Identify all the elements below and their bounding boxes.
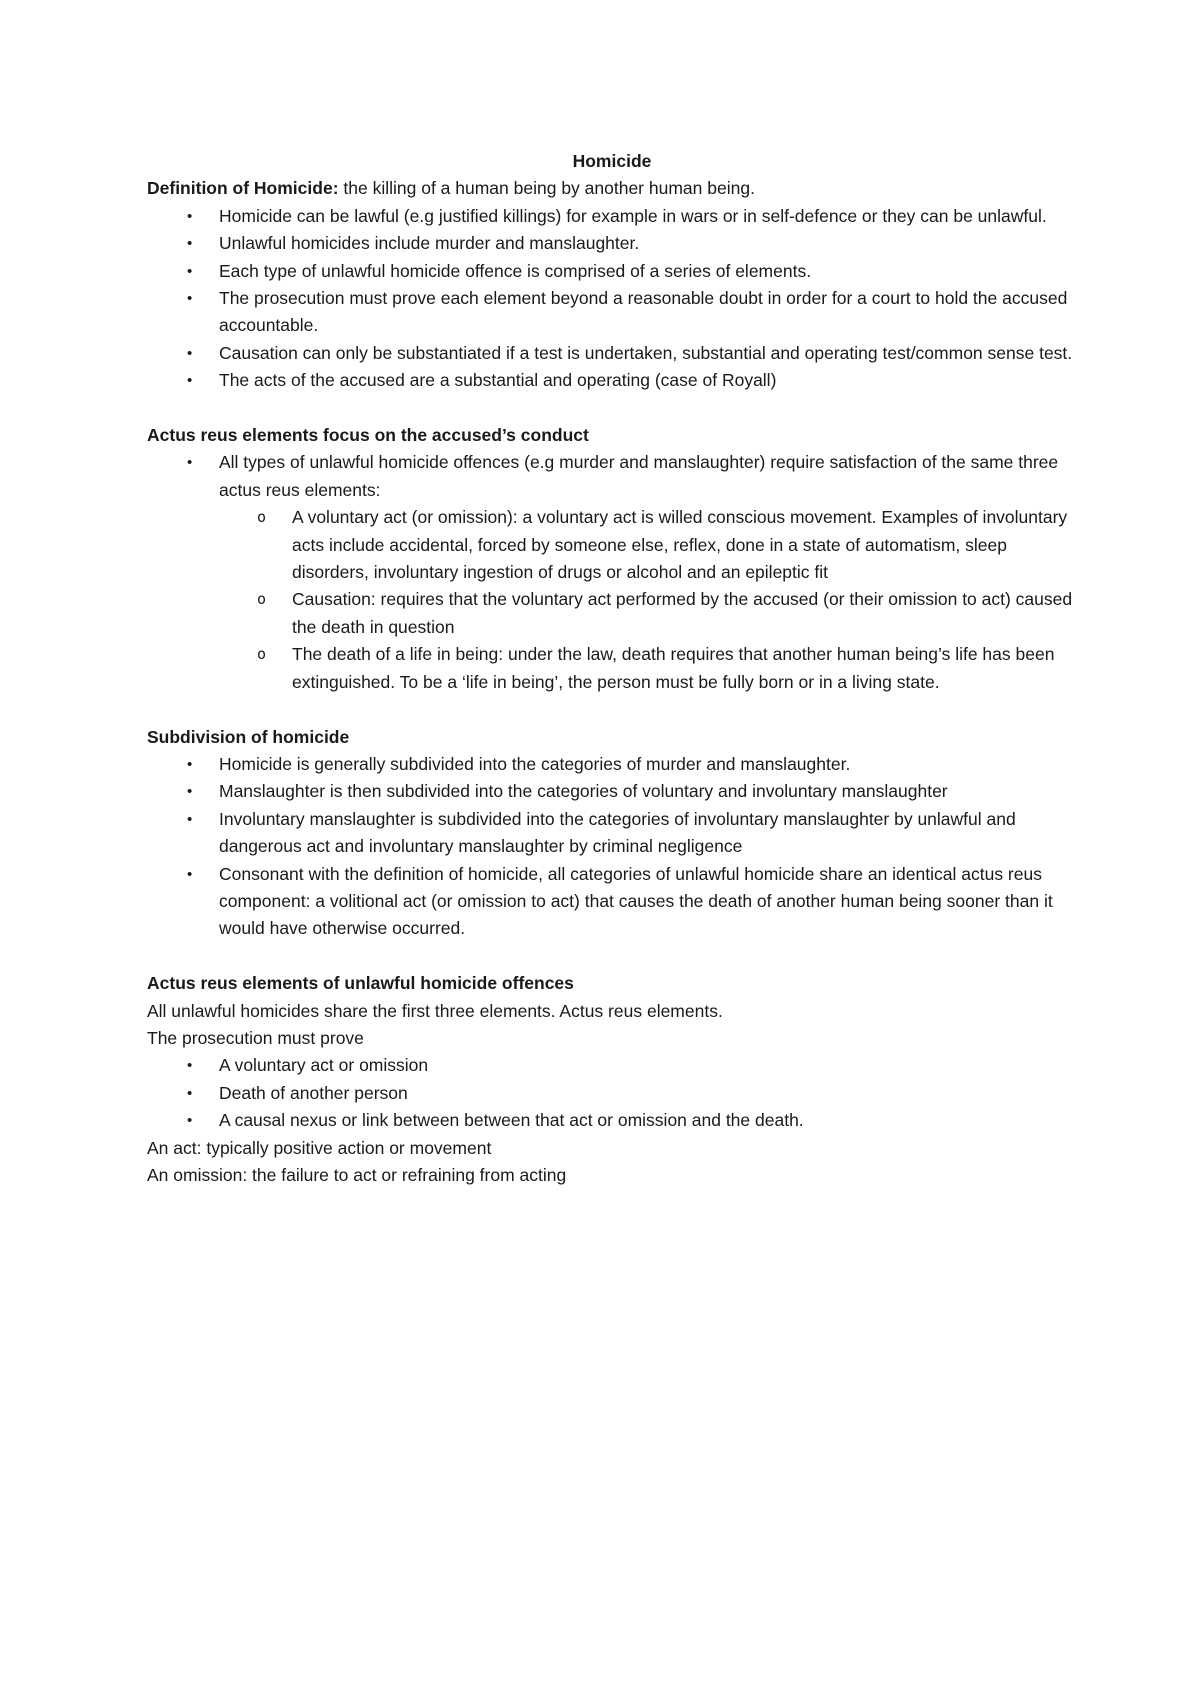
sub-list-item	[147, 504, 1077, 586]
section-heading-actus-conduct: Actus reus elements focus on the accused’s conduct	[147, 425, 589, 446]
bullet-marker: •	[187, 1084, 193, 1102]
sub-list-item	[147, 641, 1077, 696]
spacer	[147, 395, 1077, 422]
list-item-text: Causation can only be substantiated if a test is undertaken, substantial and operating test/common sense test.	[219, 342, 1073, 363]
list-item-text: Consonant with the definition of homicide, all categories of unlawful homicide share an identical actus reus component: a volitional act (or omission to act) that causes the death of another human being sooner than it would have otherwise occurred.	[219, 863, 1053, 939]
list-item	[147, 258, 1077, 285]
list-item-text: The prosecution must prove each element beyond a reasonable doubt in order for a court to hold the accused accountable.	[219, 288, 1068, 336]
actus-conduct-sub-list	[219, 504, 1077, 696]
list-item	[147, 1080, 1077, 1107]
document-page	[147, 148, 1077, 1189]
sub-list-item-text: The death of a life in being: under the law, death requires that another human being’s life has been extinguished. To be a ‘life in being’, the person must be fully born or in a living state.	[292, 644, 1055, 692]
list-item	[147, 367, 1077, 394]
bullet-marker: •	[187, 207, 193, 225]
bullet-marker: •	[187, 235, 193, 253]
bullet-marker: •	[187, 290, 193, 308]
list-item-text: Death of another person	[219, 1082, 408, 1103]
sub-bullet-marker: o	[257, 590, 267, 609]
list-item-text: Homicide can be lawful (e.g justified killings) for example in wars or in self-defence or they can be unlawful.	[219, 205, 1047, 226]
paragraph: An act: typically positive action or movement	[147, 1137, 492, 1158]
list-item	[147, 230, 1077, 257]
sub-list-item-text: A voluntary act (or omission): a voluntary act is willed conscious movement. Examples of involuntary acts include accidental, forced by someone else, reflex, done in a state of automatism, sleep disorders, involuntary ingestion of drugs or alcohol and an epileptic fit	[292, 507, 1068, 583]
actus-conduct-bullet-list	[147, 449, 1077, 696]
list-item-text: All types of unlawful homicide offences (e.g murder and manslaughter) require satisfaction of the same three actus reus elements:	[219, 452, 1059, 500]
bullet-marker: •	[187, 344, 193, 362]
bullet-marker: •	[187, 865, 193, 883]
definition-bullet-list	[147, 203, 1077, 395]
bullet-marker: •	[187, 262, 193, 280]
list-item-text: Each type of unlawful homicide offence is comprised of a series of elements.	[219, 260, 812, 281]
list-item-text: Manslaughter is then subdivided into the categories of voluntary and involuntary manslaughter	[219, 781, 948, 802]
sub-bullet-marker: o	[257, 645, 267, 664]
definition-text: the killing of a human being by another human being.	[338, 178, 755, 199]
bullet-marker: •	[187, 1112, 193, 1130]
list-item-text: Involuntary manslaughter is subdivided into the categories of involuntary manslaughter by unlawful and dangerous act and involuntary manslaughter by criminal negligence	[219, 808, 1016, 857]
bullet-marker: •	[187, 755, 193, 773]
list-item	[147, 203, 1077, 230]
bullet-marker: •	[187, 810, 193, 828]
sub-list-item-text: Causation: requires that the voluntary act performed by the accused (or their omission to act) caused the death in question	[292, 589, 1073, 637]
bullet-marker: •	[187, 454, 193, 472]
list-item	[147, 806, 1077, 861]
section-heading-actus-offences: Actus reus elements of unlawful homicide offences	[147, 973, 574, 994]
definition-label: Definition of Homicide:	[147, 178, 339, 199]
list-item-text: A voluntary act or omission	[219, 1055, 429, 1076]
paragraph: An omission: the failure to act or refraining from acting	[147, 1164, 567, 1185]
sub-bullet-marker: o	[257, 508, 267, 527]
document-title: Homicide	[572, 151, 652, 171]
list-item	[147, 751, 1077, 778]
definition-paragraph	[147, 175, 1077, 202]
sub-list-item	[147, 586, 1077, 641]
spacer	[147, 943, 1077, 970]
spacer	[147, 696, 1077, 723]
list-item	[147, 285, 1077, 340]
list-item	[147, 340, 1077, 367]
subdivision-bullet-list	[147, 751, 1077, 943]
bullet-marker: •	[187, 783, 193, 801]
list-item-text: A causal nexus or link between between that act or omission and the death.	[219, 1110, 804, 1131]
list-item	[147, 449, 1077, 696]
list-item-text: Unlawful homicides include murder and manslaughter.	[219, 233, 640, 254]
list-item	[147, 861, 1077, 943]
bullet-marker: •	[187, 1057, 193, 1075]
bullet-marker: •	[187, 372, 193, 390]
list-item	[147, 1107, 1077, 1134]
actus-offences-bullet-list	[147, 1052, 1077, 1134]
paragraph: The prosecution must prove	[147, 1027, 364, 1048]
section-heading-subdivision: Subdivision of homicide	[147, 726, 350, 747]
list-item-text: The acts of the accused are a substantial and operating (case of Royall)	[219, 370, 777, 391]
list-item-text: Homicide is generally subdivided into the categories of murder and manslaughter.	[219, 753, 851, 774]
paragraph: All unlawful homicides share the first three elements. Actus reus elements.	[147, 1000, 723, 1021]
list-item	[147, 1052, 1077, 1079]
list-item	[147, 778, 1077, 805]
